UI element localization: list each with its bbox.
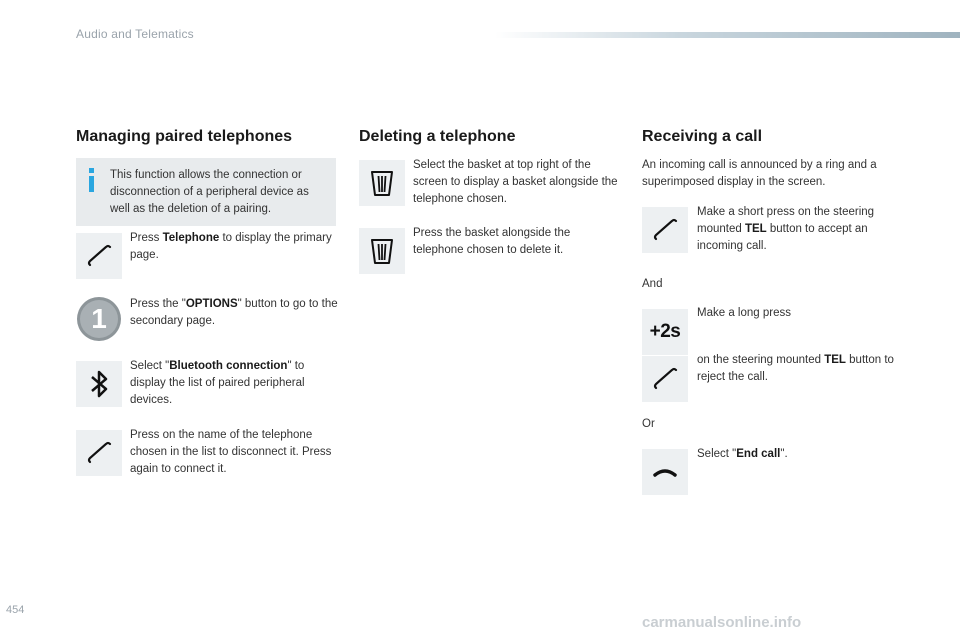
- heading-receiving: Receiving a call: [642, 128, 763, 145]
- heading-deleting: Deleting a telephone: [359, 128, 516, 145]
- hold-2s-label: +2s: [649, 321, 681, 342]
- header-bar: [495, 32, 960, 38]
- and-label: And: [642, 278, 663, 290]
- step-delete: Press the basket alongside the telephone chosen to delete it.: [413, 227, 571, 256]
- info-text: This function allows the connection or disconnection of a peripheral device as well as the deletion of a pairing.: [110, 169, 309, 215]
- step-bluetooth: Select "Bluetooth connection" to display the list of paired peripheral devices.: [130, 360, 305, 406]
- bluetooth-icon: [76, 361, 122, 407]
- step-end-call: Select "End call".: [697, 448, 788, 460]
- step-accept-call: Make a short press on the steering mounted TEL button to accept an incoming call.: [697, 206, 875, 252]
- basket-icon: [359, 160, 405, 206]
- step-number-badge: [76, 296, 122, 342]
- step-select-basket: Select the basket at top right of the screen to display a basket alongside the telephone chosen.: [413, 159, 618, 205]
- column-managing: [76, 128, 338, 152]
- step-telephone: Press Telephone to display the primary page.: [130, 232, 332, 261]
- step-connect: Press on the name of the telephone chosen in the list to disconnect it. Press again to connect it.: [130, 429, 332, 475]
- basket-icon: [359, 228, 405, 274]
- section-title: Audio and Telematics: [76, 27, 194, 41]
- info-box: [76, 158, 336, 226]
- page-number: 454: [6, 604, 25, 616]
- or-label: Or: [642, 418, 655, 430]
- long-press-text: Make a long press: [697, 307, 791, 319]
- phone-icon: [76, 430, 122, 476]
- step-options: Press the "OPTIONS" button to go to the secondary page.: [130, 298, 338, 327]
- heading-managing: Managing paired telephones: [76, 128, 293, 145]
- hang-up-icon: [642, 449, 688, 495]
- column-deleting: [359, 128, 621, 152]
- step-reject-call: on the steering mounted TEL button to reject the call.: [697, 354, 894, 383]
- phone-icon: [642, 356, 688, 402]
- step-number: 1: [91, 303, 107, 334]
- hold-2s-icon: [642, 309, 688, 355]
- watermark: carmanualsonline.info: [642, 614, 802, 631]
- receiving-intro: An incoming call is announced by a ring and a superimposed display in the screen.: [642, 159, 877, 188]
- info-icon: [87, 168, 97, 192]
- phone-icon: [642, 207, 688, 253]
- phone-icon: [76, 233, 122, 279]
- column-receiving: [642, 128, 904, 152]
